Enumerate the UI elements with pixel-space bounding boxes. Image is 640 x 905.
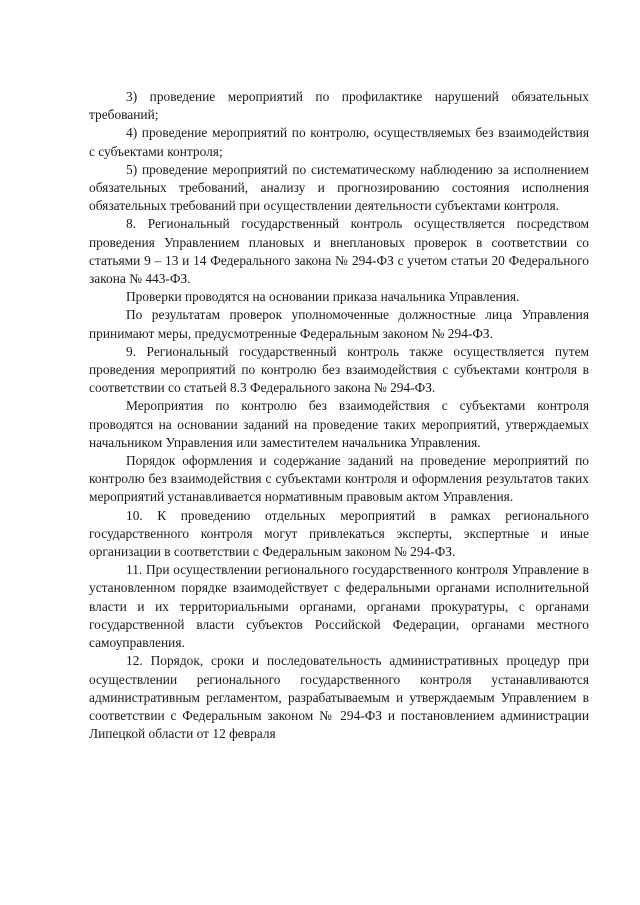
paragraph-clause-10: 10. К проведению отдельных мероприятий в рамках регионального государственного контроля могут привлекаться эксперты, экспертные и иные организации в соответствии с Федеральным законом № 294-ФЗ. xyxy=(89,507,589,560)
paragraph-tasks-procedure: Порядок оформления и содержание заданий на проведение мероприятий по контролю без взаимодействия с субъектами контроля и оформления результатов таких мероприятий устанавливается нормативным правовым актом Управления. xyxy=(89,453,589,505)
paragraph-clause-12: 12. Порядок, сроки и последовательность административных процедур при осуществлении регионального государственного контроля устанавливаются административным регламентом, разрабатываемым и утверждаемым Управлением в соответствии с Федеральным законом № 294-ФЗ и постановлением администрации Липецкой области от 12 февраля xyxy=(89,653,589,742)
paragraph-control-tasks: Мероприятия по контролю без взаимодействия с субъектами контроля проводятся на основании заданий на проведение таких мероприятий, утверждаемых начальником Управления или заместителем начальника Управления. xyxy=(89,398,589,450)
paragraph-clause-8: 8. Региональный государственный контроль осуществляется посредством проведения Управлением плановых и внеплановых проверок в соответствии со статьями 9 – 13 и 14 Федерального закона № 294-ФЗ с учетом статьи 20 Федерального закона № 443-ФЗ. xyxy=(89,216,589,287)
paragraph-item-3: 3) проведение мероприятий по профилактике нарушений обязательных требований; xyxy=(89,89,589,123)
paragraph-inspection-results: По результатам проверок уполномоченные должностные лица Управления принимают меры, предусмотренные Федеральным законом № 294-ФЗ. xyxy=(89,307,589,341)
paragraph-clause-11: 11. При осуществлении регионального государственного контроля Управление в установленном порядке взаимодействует с федеральными органами исполнительной власти и их территориальными органами, органами прокуратуры, с органами государственной власти субъектов Российской Федерации, органами местного самоуправления. xyxy=(89,562,589,651)
paragraph-item-4: 4) проведение мероприятий по контролю, осуществляемых без взаимодействия с субъектами контроля; xyxy=(89,125,589,159)
paragraph-item-5: 5) проведение мероприятий по систематическому наблюдению за исполнением обязательных требований, анализу и прогнозированию состояния исполнения обязательных требований при осуществлении деятельности субъектами контроля. xyxy=(89,161,589,214)
paragraph-inspections-basis: Проверки проводятся на основании приказа начальника Управления. xyxy=(126,289,520,305)
paragraph-clause-9: 9. Региональный государственный контроль также осуществляется путем проведения мероприятий по контролю без взаимодействия с субъектами контроля в соответствии со статьей 8.3 Федерального закона № 294-ФЗ. xyxy=(89,343,589,396)
